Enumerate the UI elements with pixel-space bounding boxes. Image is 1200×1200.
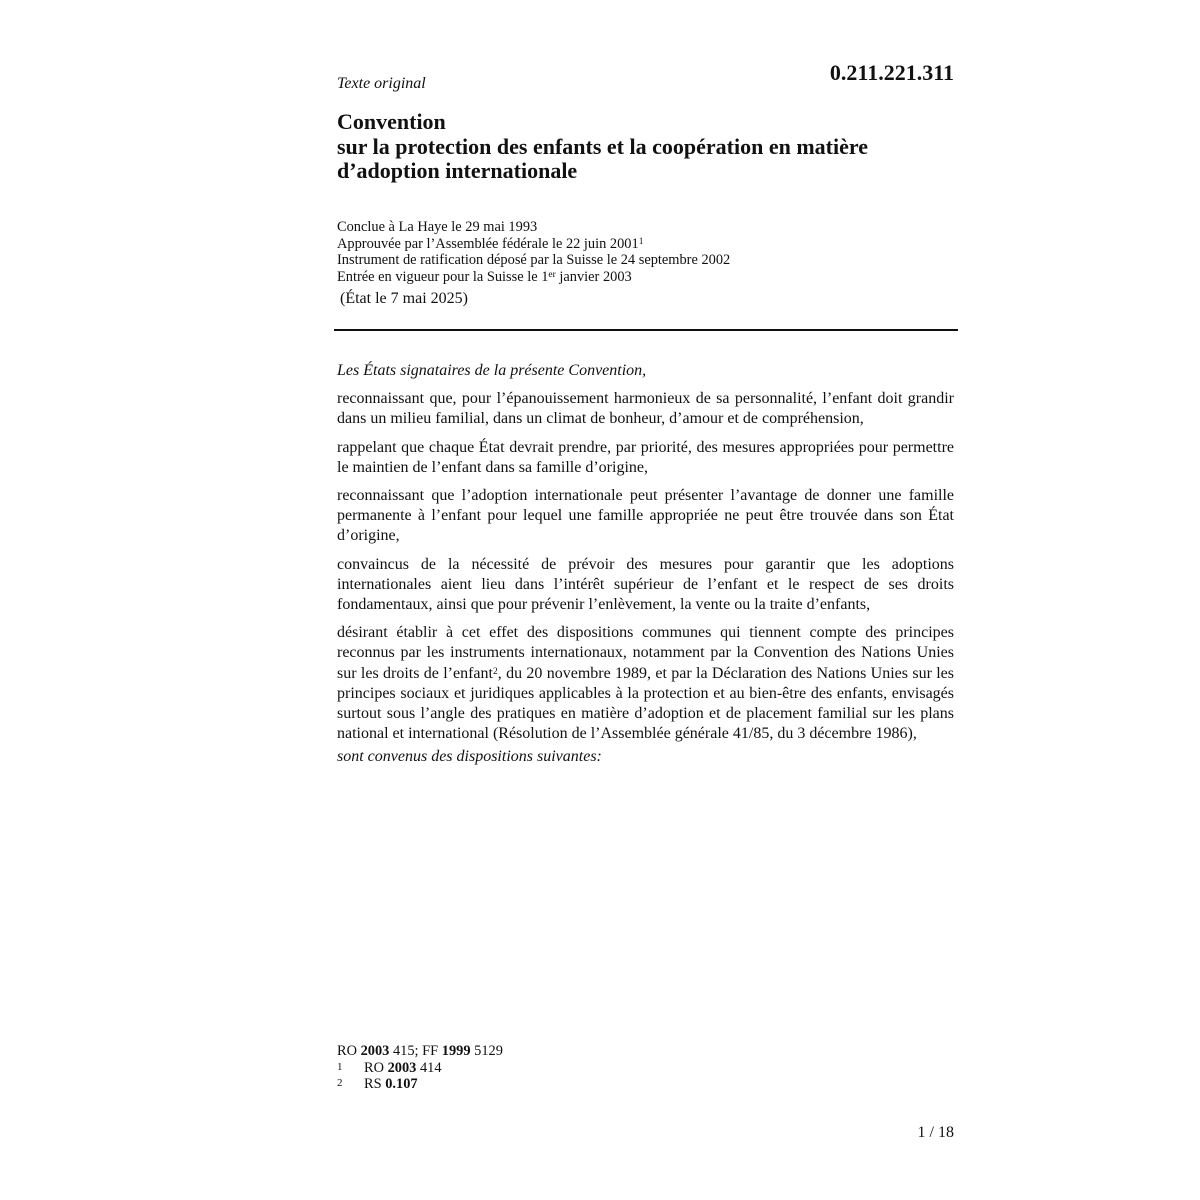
entry-ordinal: er [548,269,556,280]
paragraph-5-text-a: désirant établir à cet effet des dispositions communes qui tiennent compte des principes reconnus par les instruments internationaux, notamment par la Convention des Nations Unies sur les droits de l’enfant [337,624,954,682]
ref-ro-year: 2003 [360,1043,390,1059]
paragraph-5-text-b: , du 20 novembre 1989, et par la Déclaration des Nations Unies sur les principes sociaux et juridiques applicables à la protection et au bien-être des enfants, envisagés surtout sous l’angle des pratiques en matière d’adoption et de placement familial sur les plans national et international (Résolution de l’Assemblée générale 41/85, du 3 décembre 1986), [337,664,955,743]
title-line-3: d’adoption internationale [337,158,578,183]
official-reference [337,1043,957,1060]
preamble-lead: Les États signataires de la présente Convention, [337,362,647,379]
preamble-paragraph-5 [337,623,954,744]
ratification-line: Instrument de ratification déposé par la Suisse le 24 septembre 2002 [337,252,731,268]
preamble-paragraph-4: convaincus de la nécessité de prévoir des mesures pour garantir que les adoptions internationales aient lieu dans l’intérêt supérieur de l’enfant et le respect de ses droits fondamentaux, ainsi que pour prévenir l’enlèvement, la vente ou la traite d’enfants, [337,555,954,614]
preamble-paragraph-3: reconnaissant que l’adoption internationale peut présenter l’avantage de donner une famille permanente à l’enfant pour lequel une famille appropriée ne peut être trouvée dans son État d’origine, [337,487,954,545]
concluded-line: Conclue à La Haye le 29 mai 1993 [337,219,538,235]
footnote-2 [337,1076,957,1092]
footnote-1-prefix: RO [364,1060,388,1076]
ref-ff-year: 1999 [441,1043,471,1059]
footnotes [337,1043,957,1092]
footnote-2-number: 2 [337,1077,343,1089]
footnote-1-year: 2003 [387,1060,417,1076]
document-title [337,110,957,184]
preamble-paragraph-1: reconnaissant que, pour l’épanouissement harmonieux de sa personnalité, l’enfant doit grandir dans un milieu familial, dans un climat de bonheur, d’amour et de compréhension, [337,390,954,428]
footnote-1-number: 1 [337,1061,343,1073]
approved-text: Approuvée par l’Assemblée fédérale le 22 juin 2001 [337,235,639,252]
entry-text-post: janvier 2003 [555,268,632,285]
preamble [337,361,954,776]
document-metadata [337,219,957,285]
preamble-paragraph-2: rappelant que chaque État devrait prendre, par priorité, des mesures appropriées pour permettre le maintien de l’enfant dans sa famille d’origine, [337,438,954,476]
approved-line [337,236,957,253]
footnote-ref-1[interactable]: 1 [638,236,644,247]
entry-into-force-line [337,269,957,286]
header-divider [334,329,958,331]
footnote-2-ref[interactable]: 0.107 [385,1076,418,1092]
sr-number: 0.211.221.311 [829,60,954,85]
footnote-1 [337,1060,957,1076]
preamble-closing: sont convenus des dispositions suivantes: [337,748,602,766]
title-line-2: sur la protection des enfants et la coopération en matière [337,133,868,159]
footnote-2-prefix: RS [364,1076,386,1092]
ref-ff-page: 5129 [470,1043,503,1059]
ref-ro-page: 415; FF [389,1043,442,1059]
footnote-1-page: 414 [416,1060,442,1076]
ref-ro-label: RO [337,1043,361,1059]
entry-text-pre: Entrée en vigueur pour la Suisse le 1 [337,268,549,285]
status-date: (État le 7 mai 2025) [340,290,468,307]
footnote-ref-2[interactable]: 2 [492,666,498,677]
page-number: 1 / 18 [917,1124,954,1141]
title-line-1: Convention [337,109,446,134]
source-label: Texte original [337,75,426,92]
